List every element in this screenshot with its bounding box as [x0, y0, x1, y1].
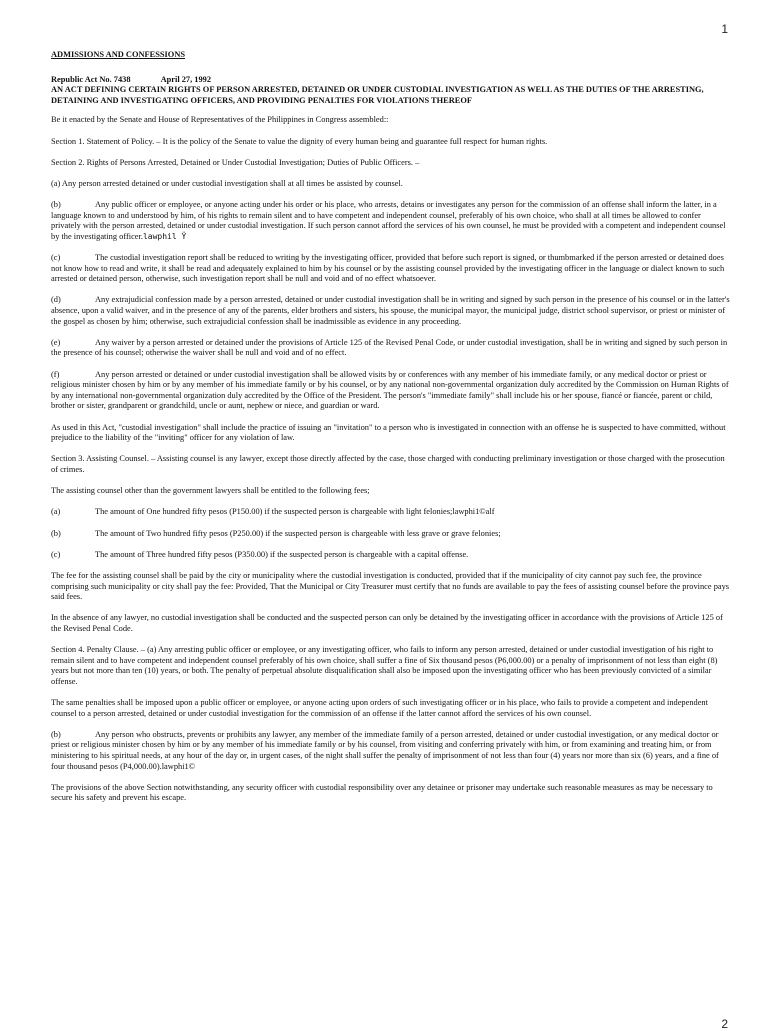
item-label: (b)	[51, 200, 61, 210]
item-text: Any waiver by a person arrested or detained under the provisions of Article 125 of the Revised Penal Code, or under custodial investigation, shall be in writing and signed by such person in the presence of his counsel; otherwise the waiver shall be null and void and of no effect.	[51, 337, 728, 358]
section-1: Section 1. Statement of Policy. – It is the policy of the Senate to value the dignity of every human being and guarantee full respect for human rights.	[51, 136, 548, 146]
section-2e	[51, 338, 731, 359]
item-label: (b)	[51, 729, 61, 739]
enacting-clause: Be it enacted by the Senate and House of Representatives of the Philippines in Congress assembled::	[51, 115, 389, 125]
watermark-text: lawphil Ÿ	[142, 231, 187, 241]
security-provision: The provisions of the above Section notwithstanding, any security officer with custodial responsibility over any detainee or prisoner may undertake such reasonable measures as may be necessary to secure his safety and prevent his escape.	[51, 782, 713, 803]
same-penalties: The same penalties shall be imposed upon a public officer or employee, or anyone acting upon orders of such investigating officer or in his place, who fails to provide a competent and independent counsel to a person arrested, detained or under custodial investigation for the commission of an offense if the latter cannot afford the services of his own counsel.	[51, 698, 708, 718]
act-title: AN ACT DEFINING CERTAIN RIGHTS OF PERSON ARRESTED, DETAINED OR UNDER CUSTODIAL INVESTIGATION AS WELL AS THE DUTIES OF THE ARRESTING, DETAINING AND INVESTIGATING OFFICERS, AND PROVIDING PENALTIES FOR VIOLATIONS THEREOF	[51, 85, 704, 105]
section-2c	[51, 253, 731, 285]
ra-header	[51, 75, 731, 86]
fee-a	[51, 507, 731, 518]
item-label: (d)	[51, 295, 61, 305]
section-2a: (a) Any person arrested detained or under custodial investigation shall at all times be assisted by counsel.	[51, 178, 403, 188]
item-label: (c)	[51, 549, 61, 559]
item-text: The custodial investigation report shall be reduced to writing by the investigating officer, provided that before such report is signed, or thumbmarked if the person arrested or detained does not know how to read and write, it shall be read and adequately explained to him by his counsel or by the assisting counsel provided by the investigating officer in the language or dialect known to such arrested or detained person, otherwise, such investigation report shall be null and void and of no effect whatsoever.	[51, 253, 725, 284]
item-text: The amount of Three hundred fifty pesos (P350.00) if the suspected person is chargeable with a capital offense.	[95, 549, 469, 559]
section-2d	[51, 295, 731, 327]
item-label: (c)	[51, 253, 61, 263]
section-2f	[51, 370, 731, 412]
section-4b	[51, 730, 731, 772]
document-body	[51, 50, 731, 815]
item-label: (b)	[51, 528, 61, 538]
item-label: (a)	[51, 507, 61, 517]
item-label: (e)	[51, 337, 61, 347]
ra-date: April 27, 1992	[160, 74, 212, 84]
fee-payment: The fee for the assisting counsel shall be paid by the city or municipality where the custodial investigation is conducted, provided that if the municipality of city cannot pay such fee, the province comprising such municipality or city shall pay the fee: Provided, That the Municipal or City Treasurer must certify that no funds are available to pay the fees of assisting counsel before the province pays said fees.	[51, 570, 730, 602]
page-number: 1	[721, 22, 728, 36]
next-page-number: 2	[721, 1017, 728, 1031]
item-text: The amount of Two hundred fifty pesos (P250.00) if the suspected person is chargeable with less grave or grave felonies;	[95, 528, 501, 538]
ra-number: Republic Act No. 7438	[51, 74, 131, 84]
item-text: The amount of One hundred fifty pesos (P150.00) if the suspected person is chargeable with light felonies;lawphi1©alf	[95, 507, 495, 517]
section-2b	[51, 200, 731, 242]
item-text: Any extrajudicial confession made by a person arrested, detained or under custodial investigation shall be in writing and signed by such person in the presence of his counsel or in the latter's absence, upon a valid waiver, and in the presence of any of the parents, elder brothers and sisters, his spouse, the municipal mayor, the municipal judge, district school supervisor, or priest or minister of the gospel as chosen by him; otherwise, such extrajudicial confession shall be inadmissible as evidence in any proceeding.	[51, 295, 730, 326]
document-heading: ADMISSIONS AND CONFESSIONS	[51, 50, 186, 59]
fees-intro: The assisting counsel other than the government lawyers shall be entitled to the following fees;	[51, 486, 370, 496]
item-text: Any person arrested or detained or under custodial investigation shall be allowed visits by or conferences with any member of his immediate family, or any medical doctor or priest or religious minister chosen by him or by any member of his immediate family or by his counsel, or by any national non-governmental organization duly accredited by the Commission on Human Rights of by any international non-governmental organization duly accredited by the Office of the President. The person's "immediate family" shall include his or her spouse, fiancé or fiancée, parent or child, brother or sister, grandparent or grandchild, uncle or aunt, nephew or niece, and guardian or ward.	[51, 369, 729, 411]
section-3: Section 3. Assisting Counsel. – Assisting counsel is any lawyer, except those directly affected by the case, those charged with conducting preliminary investigation or those charged with the prosecution of crimes.	[51, 454, 725, 474]
section-2: Section 2. Rights of Persons Arrested, Detained or Under Custodial Investigation; Duties of Public Officers. –	[51, 157, 420, 167]
custodial-definition: As used in this Act, "custodial investigation" shall include the practice of issuing an "invitation" to a person who is investigated in connection with an offense he is suspected to have committed, without prejudice to the liability of the "inviting" officer for any violation of law.	[51, 422, 726, 443]
fee-c	[51, 550, 731, 561]
section-4: Section 4. Penalty Clause. – (a) Any arresting public officer or employee, or any investigating officer, who fails to inform any person arrested, detained or under custodial investigation of his right to remain silent and to have competent and independent counsel preferably of his own choice, shall suffer a fine of Six thousand pesos (P6,000.00) or a penalty of imprisonment of not less than eight (8) years but not more than ten (10) years, or both. The penalty of perpetual absolute disqualification shall also be imposed upon the investigating officer who has been previously convicted of a similar offense.	[51, 645, 718, 686]
item-text: Any person who obstructs, prevents or prohibits any lawyer, any member of the immediate family of a person arrested, detained or under custodial investigation, or any medical doctor or priest or religious minister chosen by him or by any member of his immediate family or by his counsel, from visiting and conferring privately with him, or from examining and treating him, or from ministering to his spiritual needs, at any hour of the day or, in urgent cases, of the night shall suffer the penalty of imprisonment of not less than four (4) years nor more than six (6) years, and a fine of four thousand pesos (P4,000.00).lawphi1©	[51, 729, 719, 771]
absence-of-lawyer: In the absence of any lawyer, no custodial investigation shall be conducted and the suspected person can only be detained by the investigating officer in accordance with the provisions of Article 125 of the Revised Penal Code.	[51, 613, 723, 633]
item-label: (f)	[51, 369, 60, 379]
item-text: Any public officer or employee, or anyone acting under his order or his place, who arrests, detains or investigates any person for the commission of an offense shall inform the latter, in a language known to and understood by him, of his rights to remain silent and to have competent and independent counsel, preferably of his own choice, who shall at all times be allowed to confer privately with the person arrested, detained or under custodial investigation. If such person cannot afford the services of his own counsel, he must be provided with a competent and independent counsel by the investigating officer.	[51, 200, 726, 241]
fee-b	[51, 529, 731, 540]
